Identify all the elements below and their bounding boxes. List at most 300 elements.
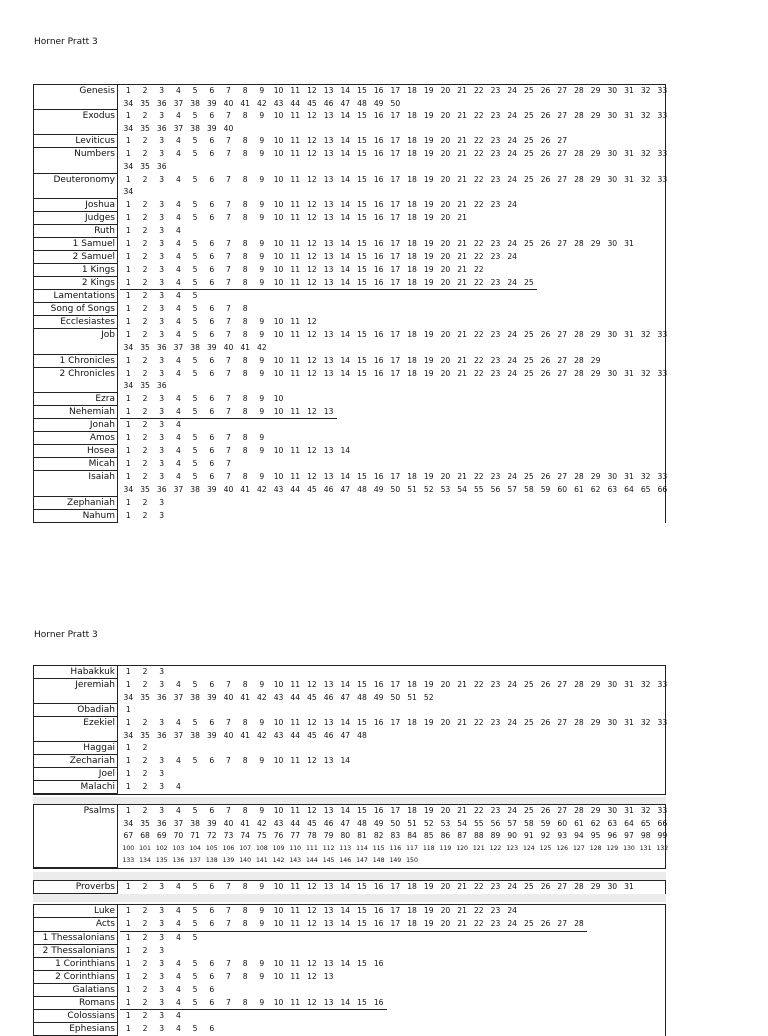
chapter-list <box>118 238 665 251</box>
chapter-number: 136 <box>172 857 185 865</box>
chapter-list <box>118 471 671 496</box>
chapter-number: 1 <box>125 291 131 301</box>
chapter-number: 18 <box>407 111 417 121</box>
chapter-number: 24 <box>507 199 517 209</box>
chapter-number: 66 <box>657 818 668 828</box>
chapter-number: 47 <box>340 818 351 828</box>
chapter-number: 114 <box>356 844 368 852</box>
chapter-number: 27 <box>557 718 568 728</box>
chapter-number: 24 <box>507 355 517 365</box>
chapter-number: 54 <box>457 818 467 828</box>
chapter-number: 3 <box>159 919 165 928</box>
chapter-number: 140 <box>239 857 252 865</box>
chapter-number: 80 <box>340 831 351 841</box>
chapter-number: 3 <box>159 212 165 222</box>
chapter-number: 3 <box>159 368 165 378</box>
chapter-number: 26 <box>540 149 551 159</box>
book-row <box>34 755 665 768</box>
chapter-number: 10 <box>273 718 284 728</box>
chapter-number: 16 <box>373 86 384 95</box>
book-row <box>34 704 665 717</box>
chapter-number: 18 <box>407 264 417 274</box>
chapter-number: 33 <box>657 111 668 121</box>
chapter-number: 11 <box>290 958 301 968</box>
chapter-number: 145 <box>322 857 335 865</box>
chapter-number: 24 <box>507 882 517 891</box>
chapter-number: 8 <box>242 906 248 915</box>
book-name: Isaiah <box>34 471 118 496</box>
chapter-number: 35 <box>140 123 150 133</box>
chapter-number: 35 <box>140 730 150 740</box>
chapter-number: 20 <box>440 472 451 482</box>
chapter-number: 103 <box>172 844 185 852</box>
chapter-number: 11 <box>290 212 301 222</box>
book-name: Leviticus <box>34 135 118 148</box>
chapter-number: 62 <box>590 818 601 828</box>
chapter-number: 8 <box>242 111 248 121</box>
chapter-number: 106 <box>222 844 235 852</box>
chapter-number: 39 <box>206 730 217 740</box>
chapter-number: 13 <box>323 756 334 766</box>
chapter-number: 32 <box>640 806 651 815</box>
chapter-number: 2 <box>142 174 148 184</box>
chapter-number: 88 <box>473 831 484 841</box>
chapter-number: 89 <box>490 831 501 841</box>
chapter-number: 18 <box>407 472 417 482</box>
chapter-number: 31 <box>624 86 634 95</box>
chapter-number: 8 <box>242 136 248 146</box>
chapter-number: 129 <box>606 844 619 852</box>
book-name: Romans <box>34 997 118 1011</box>
chapter-number: 21 <box>457 251 467 261</box>
chapter-number: 9 <box>259 355 265 365</box>
chapter-number: 5 <box>192 304 198 314</box>
chapter-number: 44 <box>290 484 301 494</box>
book-row <box>34 355 665 368</box>
chapter-number: 7 <box>226 174 231 184</box>
chapter-number: 17 <box>390 149 401 159</box>
chapter-number: 10 <box>273 330 284 340</box>
chapter-number: 28 <box>574 718 584 728</box>
chapter-number: 22 <box>473 355 484 365</box>
chapter-number: 10 <box>273 111 284 121</box>
chapter-list <box>118 781 665 794</box>
chapter-number: 122 <box>489 844 502 852</box>
chapter-number: 46 <box>323 484 334 494</box>
reading-section-4 <box>33 904 666 1036</box>
chapter-number: 13 <box>323 446 334 456</box>
chapter-number: 11 <box>290 238 301 248</box>
chapter-list <box>118 742 665 755</box>
chapter-number: 8 <box>242 174 248 184</box>
chapter-number: 21 <box>457 277 467 287</box>
chapter-number: 3 <box>159 420 165 430</box>
chapter-number: 32 <box>640 86 651 95</box>
chapter-number: 4 <box>175 368 181 378</box>
chapter-number: 5 <box>192 86 198 95</box>
chapter-number: 19 <box>423 680 434 689</box>
chapter-number: 98 <box>640 831 651 841</box>
chapter-number: 3 <box>159 264 165 274</box>
chapter-number: 28 <box>574 86 584 95</box>
chapter-number: 7 <box>226 459 231 469</box>
chapter-number: 149 <box>389 857 402 865</box>
chapter-number: 1 <box>125 497 131 507</box>
chapter-number: 4 <box>175 680 181 689</box>
chapter-number: 32 <box>640 111 651 121</box>
chapter-number: 19 <box>423 136 434 146</box>
book-name: Jonah <box>34 419 118 432</box>
chapter-number: 23 <box>490 149 501 159</box>
chapter-list <box>118 932 665 945</box>
chapter-number: 22 <box>473 680 484 689</box>
chapter-number: 62 <box>590 484 601 494</box>
chapter-number: 13 <box>323 136 334 146</box>
chapter-number: 5 <box>192 368 198 378</box>
chapter-number: 1 <box>125 971 131 981</box>
chapter-number: 65 <box>640 484 651 494</box>
chapter-number: 1 <box>125 756 131 766</box>
chapter-number: 4 <box>175 756 181 766</box>
chapter-number: 5 <box>192 472 198 482</box>
chapter-number: 31 <box>624 111 634 121</box>
book-row <box>34 918 665 932</box>
chapter-number: 11 <box>290 919 301 928</box>
chapter-number: 113 <box>339 844 352 852</box>
chapter-number: 26 <box>540 86 551 95</box>
chapter-number: 2 <box>142 446 148 456</box>
chapter-number: 15 <box>357 906 367 915</box>
chapter-number: 10 <box>273 406 284 416</box>
chapter-number: 11 <box>290 406 301 416</box>
book-row <box>34 932 665 945</box>
chapter-number: 26 <box>540 882 551 891</box>
chapter-number: 20 <box>440 111 451 121</box>
chapter-number: 33 <box>657 86 668 95</box>
chapter-number: 25 <box>524 238 534 248</box>
chapter-number: 30 <box>607 330 618 340</box>
book-row <box>34 277 665 291</box>
chapter-number: 12 <box>307 86 317 95</box>
chapter-number: 9 <box>259 433 265 443</box>
chapter-number: 2 <box>142 743 148 753</box>
chapter-number: 21 <box>457 718 467 728</box>
chapter-number: 34 <box>123 342 134 352</box>
chapter-number: 20 <box>440 251 451 261</box>
chapter-number: 1 <box>125 368 131 378</box>
chapter-number: 38 <box>190 98 200 108</box>
chapter-number: 12 <box>307 446 317 456</box>
chapter-number: 5 <box>192 393 198 403</box>
chapter-number: 125 <box>539 844 552 852</box>
chapter-number: 53 <box>440 484 451 494</box>
chapter-number: 3 <box>159 497 165 507</box>
chapter-number: 24 <box>507 111 517 121</box>
chapter-number: 10 <box>273 149 284 159</box>
chapter-number: 3 <box>159 984 165 994</box>
chapter-number: 21 <box>457 919 467 928</box>
chapter-number: 9 <box>259 111 265 121</box>
chapter-number: 19 <box>423 264 434 274</box>
book-row <box>34 1023 665 1036</box>
chapter-number: 11 <box>290 355 301 365</box>
chapter-number: 4 <box>175 317 181 327</box>
chapter-number: 3 <box>159 718 165 728</box>
chapter-number: 4 <box>175 446 181 456</box>
chapter-number: 42 <box>257 98 267 108</box>
chapter-number: 10 <box>273 317 284 327</box>
chapter-number: 14 <box>340 199 351 209</box>
book-name: Hosea <box>34 445 118 458</box>
chapter-number: 12 <box>307 756 317 766</box>
chapter-number: 1 <box>125 199 131 209</box>
chapter-number: 45 <box>307 818 317 828</box>
chapter-number: 9 <box>259 199 265 209</box>
chapter-number: 23 <box>490 919 501 928</box>
chapter-number: 47 <box>340 98 351 108</box>
chapter-number: 10 <box>273 199 284 209</box>
chapter-number: 10 <box>273 906 284 915</box>
chapter-number: 124 <box>522 844 535 852</box>
chapter-number: 10 <box>273 680 284 689</box>
chapter-number: 48 <box>357 730 367 740</box>
book-row <box>34 135 665 148</box>
chapter-number: 43 <box>273 98 284 108</box>
chapter-number: 50 <box>390 818 401 828</box>
chapter-number: 6 <box>209 433 215 443</box>
chapter-number: 7 <box>226 433 231 443</box>
chapter-number: 36 <box>156 730 167 740</box>
chapter-number: 4 <box>175 1024 181 1034</box>
chapter-number: 31 <box>624 882 634 891</box>
chapter-number: 1 <box>125 86 131 95</box>
chapter-number: 3 <box>159 199 165 209</box>
chapter-number: 4 <box>175 806 181 815</box>
chapter-number: 6 <box>209 264 215 274</box>
chapter-number: 33 <box>657 368 668 378</box>
chapter-number: 11 <box>290 718 301 728</box>
chapter-number: 22 <box>473 251 484 261</box>
chapter-number: 9 <box>259 756 265 766</box>
chapter-number: 11 <box>290 472 301 482</box>
chapter-number: 12 <box>307 212 317 222</box>
chapter-number: 9 <box>259 906 265 915</box>
chapter-number: 19 <box>423 251 434 261</box>
chapter-number: 8 <box>242 277 248 287</box>
chapter-number: 2 <box>142 945 148 955</box>
chapter-number: 6 <box>209 446 215 456</box>
book-row <box>34 199 665 212</box>
chapter-number: 35 <box>140 342 150 352</box>
chapter-number: 15 <box>357 330 367 340</box>
chapter-number: 42 <box>257 692 267 702</box>
chapter-number: 4 <box>175 984 181 994</box>
chapter-number: 6 <box>209 472 215 482</box>
book-row <box>34 251 665 264</box>
chapter-number: 37 <box>173 484 184 494</box>
chapter-number: 56 <box>490 818 501 828</box>
chapter-number: 6 <box>209 304 215 314</box>
chapter-number: 6 <box>209 971 215 981</box>
chapter-number: 6 <box>209 149 215 159</box>
chapter-number: 4 <box>175 277 181 287</box>
chapter-number: 7 <box>226 958 231 968</box>
chapter-number: 2 <box>142 667 148 676</box>
chapter-number: 4 <box>175 149 181 159</box>
chapter-number: 6 <box>209 406 215 416</box>
chapter-number: 18 <box>407 355 417 365</box>
chapter-number: 30 <box>607 238 618 248</box>
chapter-number: 55 <box>473 484 484 494</box>
chapter-number: 14 <box>340 806 351 815</box>
reading-section-proverbs <box>33 880 666 895</box>
chapter-number: 5 <box>192 997 198 1007</box>
chapter-number: 53 <box>440 818 451 828</box>
chapter-number: 15 <box>357 882 367 891</box>
chapter-number: 105 <box>205 844 218 852</box>
chapter-number: 3 <box>159 971 165 981</box>
chapter-number: 11 <box>290 368 301 378</box>
chapter-number: 14 <box>340 446 351 456</box>
chapter-number: 3 <box>159 958 165 968</box>
chapter-number: 60 <box>557 484 568 494</box>
chapter-number: 42 <box>257 484 267 494</box>
chapter-number: 41 <box>240 98 250 108</box>
chapter-number: 17 <box>390 355 401 365</box>
chapter-number: 72 <box>206 831 217 841</box>
chapter-number: 49 <box>373 692 384 702</box>
chapter-number: 50 <box>390 692 401 702</box>
chapter-number: 38 <box>190 123 200 133</box>
chapter-number: 23 <box>490 174 501 184</box>
chapter-number: 19 <box>423 277 434 287</box>
chapter-number: 29 <box>590 238 601 248</box>
chapter-list <box>118 510 665 523</box>
chapter-number: 2 <box>142 330 148 340</box>
chapter-number: 10 <box>273 86 284 95</box>
chapter-number: 27 <box>557 472 568 482</box>
chapter-number: 22 <box>473 368 484 378</box>
chapter-number: 12 <box>307 971 317 981</box>
chapter-number: 24 <box>507 149 517 159</box>
chapter-number: 57 <box>507 484 517 494</box>
chapter-number: 10 <box>273 136 284 146</box>
chapter-number: 24 <box>507 238 517 248</box>
book-name: Malachi <box>34 781 118 794</box>
chapter-number: 19 <box>423 149 434 159</box>
chapter-list <box>118 303 665 316</box>
chapter-number: 63 <box>607 818 618 828</box>
chapter-number: 5 <box>192 680 198 689</box>
chapter-number: 32 <box>640 472 651 482</box>
chapter-number: 119 <box>439 844 452 852</box>
chapter-number: 1 <box>125 932 131 942</box>
chapter-number: 18 <box>407 330 417 340</box>
chapter-list <box>118 1023 665 1036</box>
chapter-number: 52 <box>423 692 434 702</box>
chapter-number: 4 <box>175 111 181 121</box>
chapter-number: 83 <box>390 831 401 841</box>
chapter-number: 14 <box>340 136 351 146</box>
chapter-list <box>118 329 671 354</box>
chapter-number: 37 <box>173 730 184 740</box>
chapter-number: 12 <box>307 806 317 815</box>
chapter-number: 33 <box>657 680 668 689</box>
chapter-number: 23 <box>490 355 501 365</box>
chapter-number: 7 <box>226 368 231 378</box>
chapter-number: 2 <box>142 225 148 235</box>
book-name: Micah <box>34 458 118 471</box>
chapter-number: 3 <box>159 136 165 146</box>
chapter-number: 27 <box>557 882 568 891</box>
chapter-number: 21 <box>457 368 467 378</box>
chapter-number: 91 <box>524 831 534 841</box>
chapter-number: 44 <box>290 730 301 740</box>
chapter-number: 11 <box>290 317 301 327</box>
chapter-number: 29 <box>590 472 601 482</box>
chapter-number: 27 <box>557 355 568 365</box>
chapter-number: 8 <box>242 199 248 209</box>
chapter-number: 100 <box>122 844 135 852</box>
chapter-number: 4 <box>175 971 181 981</box>
chapter-number: 82 <box>373 831 384 841</box>
chapter-number: 29 <box>590 680 601 689</box>
chapter-number: 3 <box>159 459 165 469</box>
chapter-number: 2 <box>142 497 148 507</box>
chapter-number: 13 <box>323 406 334 416</box>
chapter-number: 36 <box>156 484 167 494</box>
chapter-number: 132 <box>656 844 669 852</box>
chapter-number: 52 <box>423 818 434 828</box>
chapter-number: 13 <box>323 680 334 689</box>
chapter-number: 123 <box>506 844 519 852</box>
chapter-number: 4 <box>175 304 181 314</box>
chapter-number: 20 <box>440 277 451 287</box>
chapter-number: 16 <box>373 355 384 365</box>
chapter-number: 6 <box>209 984 215 994</box>
chapter-number: 5 <box>192 433 198 443</box>
chapter-number: 19 <box>423 199 434 209</box>
chapter-number: 51 <box>407 692 417 702</box>
chapter-number: 43 <box>273 484 284 494</box>
chapter-number: 21 <box>457 238 467 248</box>
chapter-number: 35 <box>140 484 150 494</box>
chapter-number: 13 <box>323 264 334 274</box>
chapter-number: 19 <box>423 330 434 340</box>
chapter-number: 12 <box>307 149 317 159</box>
chapter-number: 44 <box>290 692 301 702</box>
book-row <box>34 971 665 984</box>
book-name: Numbers <box>34 148 118 173</box>
chapter-number: 3 <box>159 277 165 287</box>
chapter-number: 1 <box>125 667 131 676</box>
chapter-number: 40 <box>223 98 234 108</box>
chapter-number: 36 <box>156 818 167 828</box>
chapter-number: 34 <box>123 484 134 494</box>
chapter-number: 17 <box>390 472 401 482</box>
chapter-number: 11 <box>290 264 301 274</box>
chapter-list <box>118 251 665 264</box>
chapter-number: 30 <box>607 718 618 728</box>
chapter-list <box>118 355 665 368</box>
chapter-number: 3 <box>159 433 165 443</box>
chapter-number: 2 <box>142 932 148 942</box>
chapter-number: 20 <box>440 199 451 209</box>
chapter-list <box>118 768 665 781</box>
chapter-number: 2 <box>142 199 148 209</box>
chapter-number: 31 <box>624 368 634 378</box>
chapter-number: 37 <box>173 818 184 828</box>
